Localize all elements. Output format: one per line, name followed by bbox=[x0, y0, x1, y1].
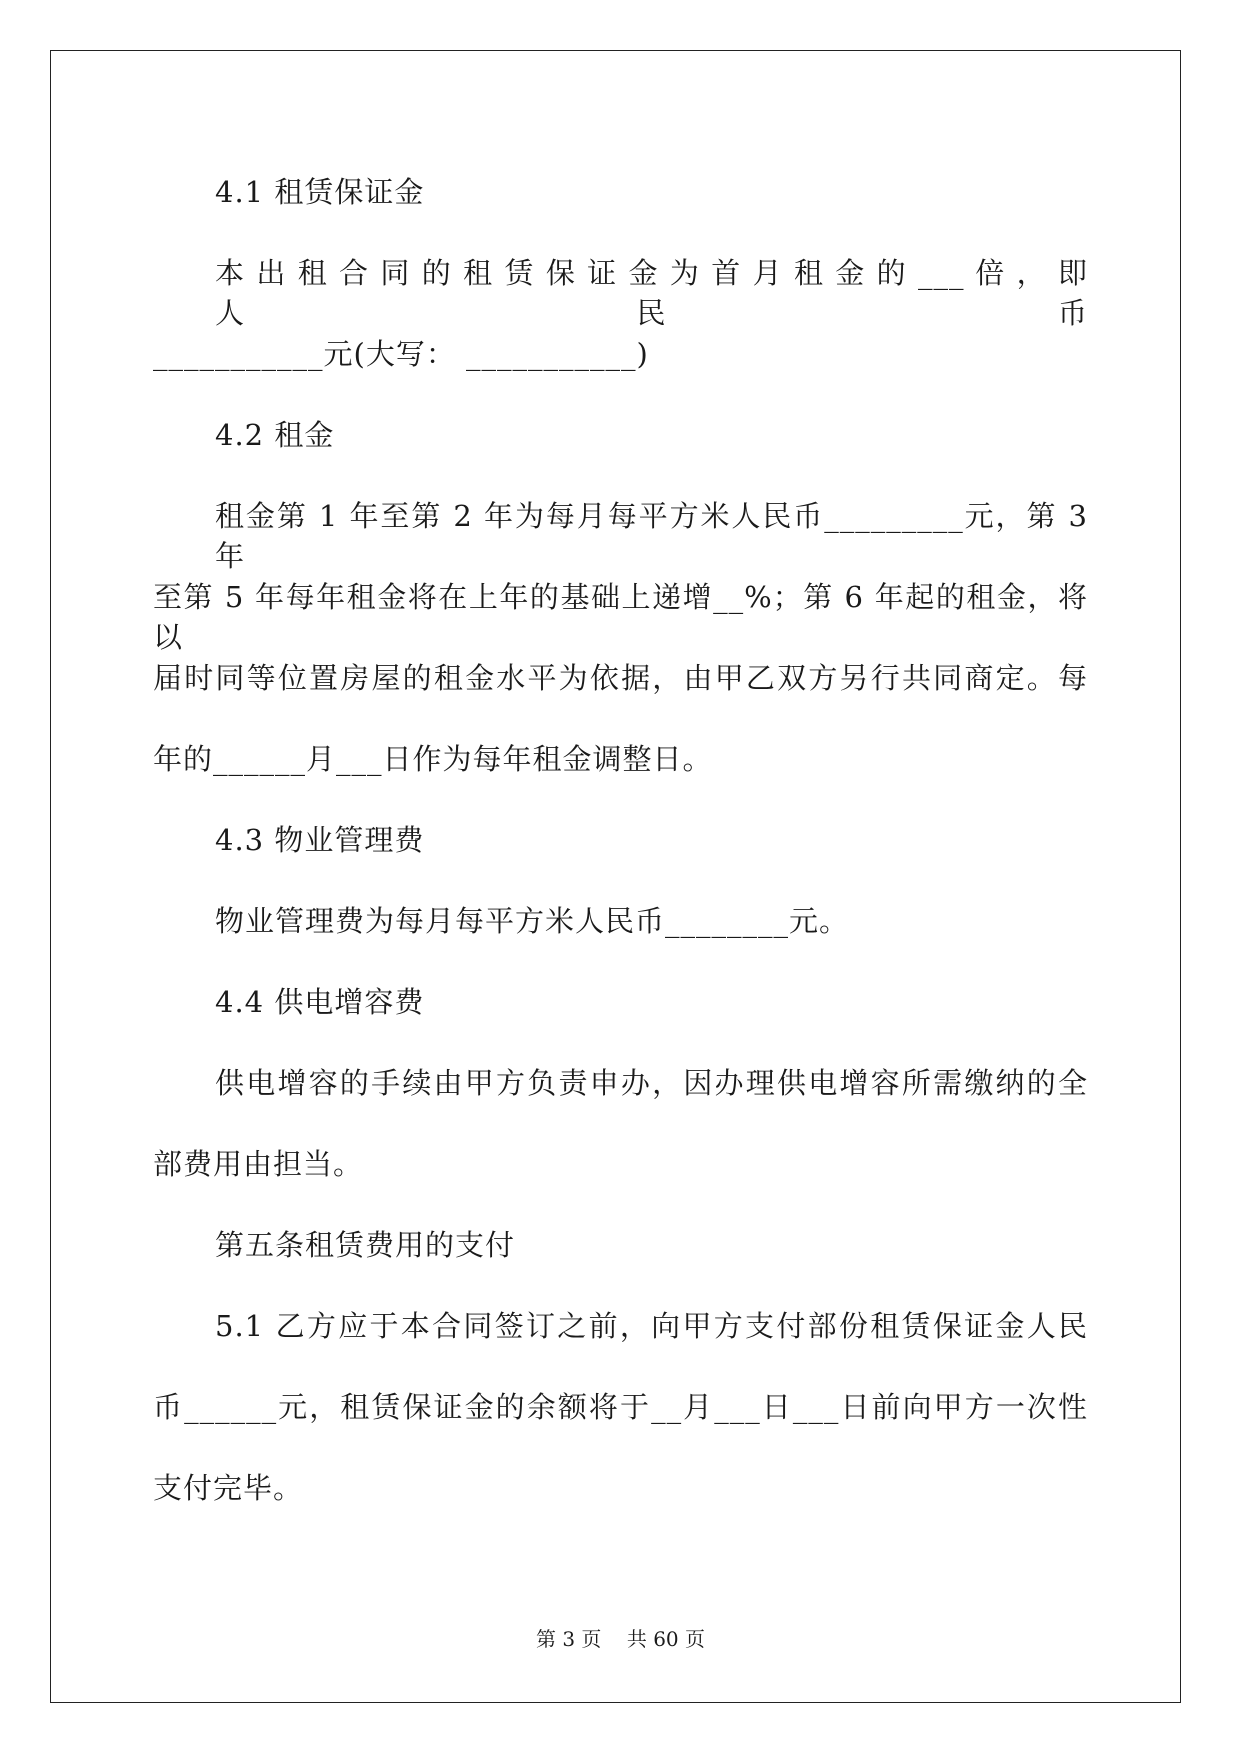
paragraph-line: 币______元，租赁保证金的余额将于__月___日___日前向甲方一次性 bbox=[153, 1390, 1088, 1424]
paragraph-line: 届时同等位置房屋的租金水平为依据，由甲乙双方另行共同商定。每 bbox=[153, 661, 1088, 695]
paragraph-line: ___________元(大写： ___________) bbox=[153, 337, 649, 371]
paragraph-line: 供电增容的手续由甲方负责申办，因办理供电增容所需缴纳的全 bbox=[215, 1066, 1088, 1100]
paragraph-line: 部费用由担当。 bbox=[153, 1147, 364, 1181]
paragraph-line: 至第 5 年每年租金将在上年的基础上递增__%；第 6 年起的租金，将以 bbox=[153, 580, 1088, 654]
section-heading-4-1: 4.1 租赁保证金 bbox=[215, 175, 425, 209]
paragraph-line: 年的______月___日作为每年租金调整日。 bbox=[153, 742, 713, 776]
section-heading-4-3: 4.3 物业管理费 bbox=[215, 823, 425, 857]
article-heading-5: 第五条租赁费用的支付 bbox=[215, 1228, 516, 1262]
paragraph-line: 本 出 租 合 同 的 租 赁 保 证 金 为 首 月 租 金 的 ___ 倍 ， 即 人 民 币 bbox=[215, 256, 1088, 330]
section-heading-4-4: 4.4 供电增容费 bbox=[215, 985, 425, 1019]
paragraph-line: 支付完毕。 bbox=[153, 1471, 304, 1505]
section-heading-4-2: 4.2 租金 bbox=[215, 418, 335, 452]
paragraph-line: 物业管理费为每月每平方米人民币________元。 bbox=[215, 904, 850, 938]
page-footer bbox=[0, 1626, 1241, 1652]
paragraph-line: 租金第 1 年至第 2 年为每月每平方米人民币_________元，第 3 年 bbox=[215, 499, 1088, 573]
page-number-label: 第 3 页 共 60 页 bbox=[535, 1627, 706, 1651]
paragraph-line: 5.1 乙方应于本合同签订之前，向甲方支付部份租赁保证金人民 bbox=[215, 1309, 1088, 1343]
